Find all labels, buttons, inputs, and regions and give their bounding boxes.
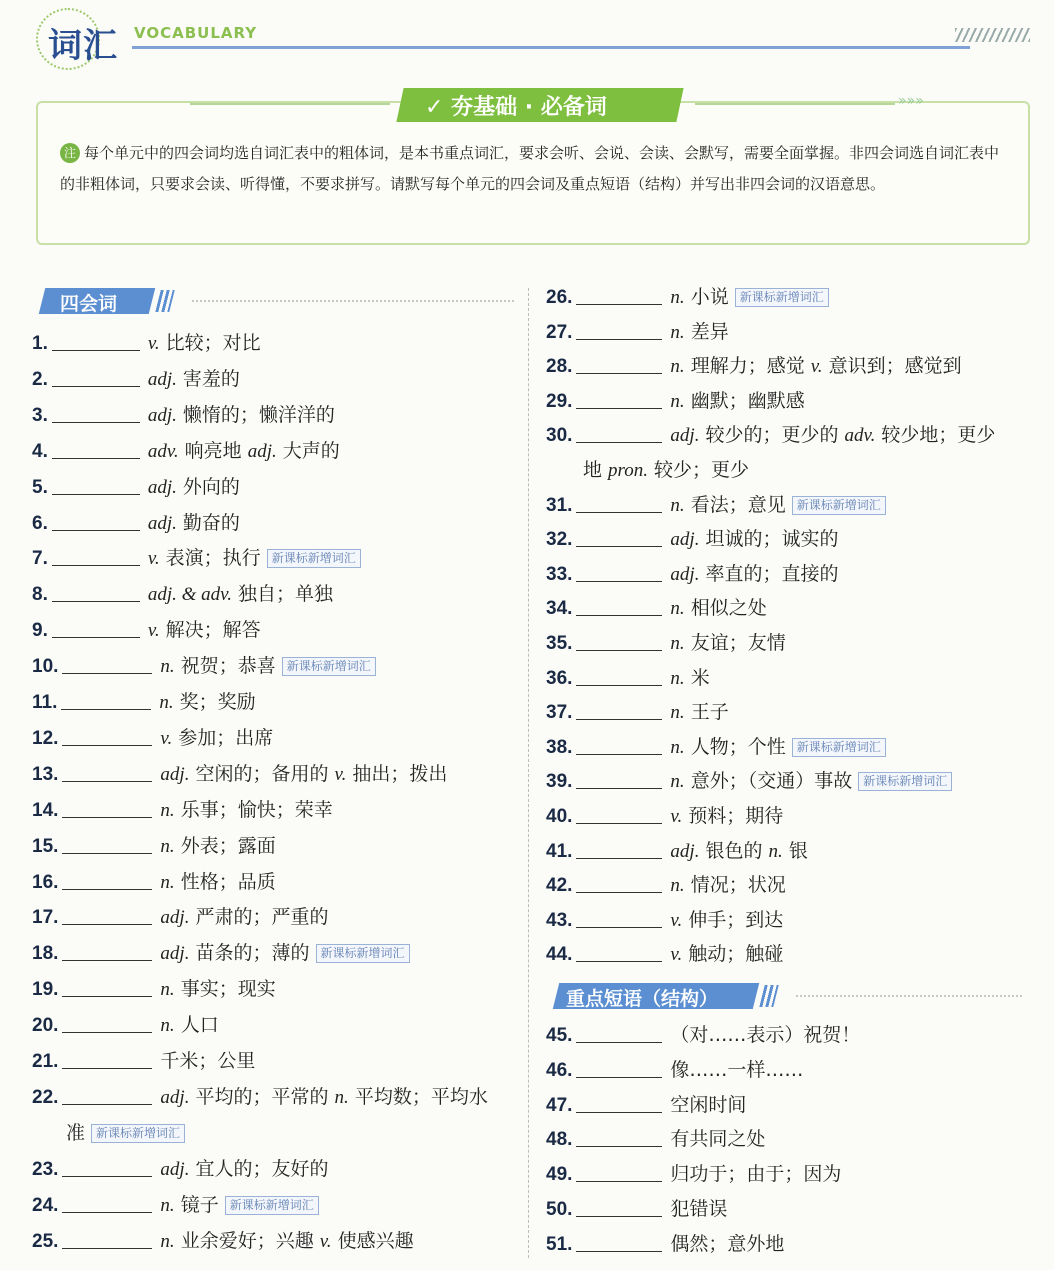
vocab-item — [32, 1227, 414, 1256]
meaning-text: 米 — [684, 666, 710, 689]
answer-blank[interactable] — [62, 1086, 152, 1105]
meaning-text: 预料；期待 — [682, 805, 784, 827]
item-number: 6. — [32, 512, 48, 534]
meaning-text: 抽出；拨出 — [346, 762, 448, 785]
part-of-speech: n. — [160, 1194, 175, 1216]
item-number: 21. — [32, 1051, 59, 1072]
answer-blank[interactable] — [52, 547, 140, 566]
item-number: 16. — [32, 871, 59, 893]
meaning-text: 坦诚的；诚实的 — [699, 528, 839, 551]
new-standard-vocab-tag: 新课标新增词汇 — [792, 496, 886, 515]
meaning-text: 王子 — [684, 701, 729, 724]
meaning-text: 响亮地 — [178, 439, 248, 462]
item-number: 5. — [32, 476, 48, 498]
chevrons-icon: »»» — [898, 93, 924, 109]
item-number: 32. — [546, 529, 573, 551]
part-of-speech: adj. — [670, 529, 700, 551]
vocab-item — [32, 509, 240, 538]
item-number: 45. — [546, 1025, 573, 1046]
answer-blank[interactable] — [576, 390, 662, 409]
answer-blank[interactable] — [62, 1014, 152, 1033]
new-standard-vocab-tag: 新课标新增词汇 — [282, 657, 376, 676]
vocab-item — [546, 906, 783, 935]
answer-blank[interactable] — [576, 286, 662, 305]
part-of-speech: v. — [147, 333, 160, 354]
answer-blank[interactable] — [52, 619, 140, 638]
page-header — [0, 0, 1054, 70]
item-number: 19. — [32, 979, 59, 1001]
answer-blank[interactable] — [62, 1230, 152, 1249]
vocab-item — [546, 352, 962, 381]
meaning-text: 情况；状况 — [684, 874, 786, 897]
vocab-item — [546, 837, 808, 866]
banner-line-left — [190, 103, 390, 105]
phrase-meaning: 犯错误 — [670, 1198, 728, 1220]
part-of-speech: adj. — [670, 563, 700, 585]
meaning-text: 外表；露面 — [174, 834, 276, 857]
part-of-speech: v. — [147, 548, 160, 570]
item-number: 23. — [32, 1158, 59, 1180]
section-dotted-line — [192, 300, 514, 302]
part-of-speech: adv. — [147, 440, 179, 462]
item-number: 24. — [32, 1194, 59, 1216]
item-number: 31. — [546, 494, 573, 516]
part-of-speech: adj. — [147, 404, 177, 426]
part-of-speech: adj. — [160, 1086, 190, 1108]
answer-blank[interactable] — [576, 805, 662, 824]
meaning-text: 懒惰的；懒洋洋的 — [176, 403, 335, 426]
item-number: 4. — [32, 440, 48, 462]
vocab-item — [32, 401, 335, 430]
new-standard-vocab-tag: 新课标新增词汇 — [792, 738, 886, 757]
part-of-speech: adj. — [670, 425, 700, 447]
new-standard-vocab-tag: 新课标新增词汇 — [91, 1124, 185, 1143]
phrase-item — [546, 1230, 784, 1259]
meaning-text: 性格；品质 — [174, 870, 276, 893]
new-standard-vocab-tag: 新课标新增词汇 — [267, 549, 361, 568]
item-number: 8. — [32, 584, 48, 606]
part-of-speech: n. — [768, 840, 783, 862]
item-number: 27. — [546, 321, 573, 343]
item-number: 11. — [32, 692, 58, 713]
vocab-item — [32, 1191, 319, 1220]
item-number: 25. — [32, 1230, 59, 1252]
meaning-text: 相似之处 — [684, 597, 767, 620]
item-number: 3. — [32, 404, 48, 426]
section-bars-decoration — [759, 985, 778, 1007]
answer-blank[interactable] — [576, 1024, 662, 1043]
phrase-item — [546, 1021, 860, 1050]
answer-blank[interactable] — [576, 494, 662, 513]
item-number: 10. — [32, 656, 59, 678]
item-number: 1. — [32, 333, 48, 354]
item-number: 35. — [546, 633, 573, 654]
note-body: 每个单元中的四会词均选自词汇表中的粗体词，是本书重点词汇，要求会听、会说、会读、会默写，需要全面掌握。非四会词选自词汇表中的非粗体词，只要求会读、听得懂，不要求拼写。请默写每个单元的四会词及重点短语（结构）并写出非四会词的汉语意思。 — [60, 144, 1000, 193]
meaning-text: 业余爱好；兴趣 — [174, 1229, 320, 1252]
vocab-item — [32, 1083, 488, 1112]
banner-line-right — [695, 103, 895, 105]
part-of-speech: n. — [160, 979, 175, 1001]
item-number: 50. — [546, 1199, 573, 1220]
meaning-text: 地 — [583, 459, 609, 481]
vocab-item — [546, 283, 829, 312]
section-title-four-skill-words: 四会词 — [60, 293, 118, 315]
part-of-speech: adj. — [147, 476, 177, 498]
part-of-speech: v. — [810, 356, 823, 378]
vocab-item — [546, 491, 886, 520]
answer-blank[interactable] — [52, 404, 140, 423]
answer-blank[interactable] — [576, 874, 662, 893]
header-hatch-decoration — [955, 28, 1030, 42]
answer-blank[interactable] — [576, 1128, 662, 1147]
part-of-speech: v. — [319, 1230, 332, 1252]
meaning-text: 友谊；友情 — [684, 632, 786, 654]
vocab-item — [546, 318, 729, 347]
answer-blank[interactable] — [576, 424, 662, 443]
vocab-item — [32, 616, 261, 645]
meaning-text: 宜人的；友好的 — [189, 1157, 329, 1180]
answer-blank[interactable] — [576, 943, 662, 962]
answer-blank[interactable] — [62, 1194, 152, 1213]
meaning-text: 较少；更少 — [648, 459, 750, 481]
answer-blank[interactable] — [62, 1050, 152, 1069]
vocab-item — [32, 868, 276, 897]
note-text — [60, 138, 1010, 200]
item-number: 9. — [32, 620, 48, 642]
new-standard-vocab-tag: 新课标新增词汇 — [858, 772, 952, 791]
item-number: 51. — [546, 1233, 573, 1255]
vocab-item — [32, 688, 256, 717]
item-number: 39. — [546, 771, 573, 793]
runner-icon: ✓ — [425, 95, 444, 120]
note-icon: 注 — [60, 143, 80, 163]
meaning-text: 勤奋的 — [176, 511, 240, 534]
vocab-item — [32, 1011, 219, 1040]
answer-blank[interactable] — [61, 691, 151, 710]
vocab-item — [32, 796, 333, 825]
section-title-key-phrases: 重点短语（结构） — [566, 988, 719, 1010]
part-of-speech: n. — [670, 702, 685, 724]
item-number: 13. — [32, 763, 59, 785]
answer-blank[interactable] — [62, 942, 152, 961]
item-number: 37. — [546, 702, 573, 724]
phrase-meaning: 归功于；由于；因为 — [670, 1163, 842, 1186]
part-of-speech: n. — [159, 692, 174, 713]
vocab-item — [546, 629, 786, 658]
meaning-text: 害羞的 — [176, 367, 240, 390]
part-of-speech: n. — [670, 633, 685, 654]
item-number: 18. — [32, 943, 59, 965]
meaning-text: 理解力；感觉 — [684, 355, 811, 378]
answer-blank[interactable] — [576, 770, 662, 789]
meaning-text: 参加；出席 — [172, 726, 274, 749]
item-number: 29. — [546, 390, 573, 412]
answer-blank[interactable] — [62, 1158, 152, 1177]
phrase-item — [546, 1125, 765, 1154]
answer-blank[interactable] — [62, 906, 152, 925]
item-number: 44. — [546, 944, 573, 966]
part-of-speech: n. — [670, 321, 685, 343]
part-of-speech: n. — [670, 667, 685, 689]
meaning-text: 独自；单独 — [231, 583, 333, 606]
answer-blank[interactable] — [576, 321, 662, 340]
meaning-text: 表演；执行 — [159, 547, 261, 570]
phrase-item — [546, 1195, 727, 1224]
item-number: 43. — [546, 909, 573, 931]
meaning-text: 事实；现实 — [174, 978, 276, 1001]
part-of-speech: n. — [670, 494, 685, 516]
meaning-text: 准 — [66, 1121, 86, 1144]
answer-blank[interactable] — [52, 332, 140, 351]
phrase-meaning: 空闲时间 — [670, 1093, 747, 1116]
answer-blank[interactable] — [62, 799, 152, 818]
item-number: 2. — [32, 368, 48, 390]
part-of-speech: adj. & adv. — [147, 584, 232, 606]
part-of-speech: adj. — [160, 1158, 190, 1180]
vocab-item — [546, 871, 786, 900]
answer-blank[interactable] — [576, 667, 662, 686]
meaning-text: 大声的 — [276, 439, 340, 462]
item-number: 38. — [546, 736, 573, 758]
meaning-text: 使感兴趣 — [331, 1229, 414, 1252]
meaning-text: 看法；意见 — [684, 493, 786, 516]
phrase-meaning: 像……一样…… — [670, 1058, 804, 1081]
vocab-item — [546, 387, 805, 416]
part-of-speech: adj. — [670, 840, 700, 862]
answer-blank[interactable] — [52, 368, 140, 387]
answer-blank[interactable] — [62, 727, 152, 746]
part-of-speech: n. — [160, 871, 175, 893]
meaning-text: 比较；对比 — [159, 332, 261, 354]
answer-blank[interactable] — [576, 909, 662, 928]
meaning-text: 人口 — [174, 1014, 219, 1037]
meaning-text: 祝贺；恭喜 — [174, 655, 276, 678]
vocab-item — [32, 329, 261, 358]
vocab-item — [546, 421, 995, 450]
answer-blank[interactable] — [576, 355, 662, 374]
item-number: 47. — [546, 1094, 573, 1116]
vocab-item — [546, 767, 952, 796]
answer-blank[interactable] — [62, 763, 152, 782]
meaning-text: 率直的；直接的 — [699, 562, 839, 585]
part-of-speech: v. — [670, 944, 683, 966]
meaning-text: 平均数；平均水 — [348, 1085, 488, 1108]
meaning-text: 小说 — [684, 286, 729, 308]
new-standard-vocab-tag: 新课标新增词汇 — [735, 288, 829, 307]
item-number: 42. — [546, 875, 573, 897]
meaning-text: 意外；（交通）事故 — [684, 770, 853, 793]
part-of-speech: n. — [160, 835, 175, 857]
answer-blank[interactable] — [576, 597, 662, 616]
part-of-speech: v. — [670, 806, 683, 827]
vocab-item — [546, 594, 767, 623]
answer-blank[interactable] — [576, 1198, 662, 1217]
vocab-item-continuation — [583, 456, 749, 485]
vocab-item — [546, 525, 839, 554]
item-number: 7. — [32, 548, 48, 570]
answer-blank[interactable] — [576, 736, 662, 755]
part-of-speech: n. — [160, 799, 175, 821]
vocab-item — [546, 802, 783, 831]
vocab-item — [32, 365, 240, 394]
meaning-text: 外向的 — [176, 475, 240, 498]
part-of-speech: n. — [160, 1015, 175, 1037]
vocab-item — [546, 698, 729, 727]
vocab-item-continuation — [66, 1119, 185, 1147]
meaning-text: 人物；个性 — [684, 735, 786, 758]
answer-blank[interactable] — [52, 476, 140, 495]
item-number: 17. — [32, 907, 59, 929]
item-number: 46. — [546, 1059, 573, 1081]
part-of-speech: pron. — [608, 460, 648, 481]
vocab-item — [546, 733, 886, 762]
phrase-item — [546, 1056, 803, 1085]
part-of-speech: v. — [147, 620, 160, 642]
item-number: 49. — [546, 1164, 573, 1186]
vocab-item — [546, 664, 710, 693]
meaning-text: 伸手；到达 — [682, 908, 784, 931]
item-number: 28. — [546, 356, 573, 378]
item-number: 36. — [546, 667, 573, 689]
header-subtitle: VOCABULARY — [134, 24, 258, 42]
item-number: 22. — [32, 1086, 59, 1108]
answer-blank[interactable] — [576, 840, 662, 859]
answer-blank[interactable] — [576, 701, 662, 720]
vocab-item — [546, 560, 839, 589]
phrase-meaning: （对……表示）祝贺！ — [670, 1024, 861, 1046]
meaning-text: 平均的；平常的 — [189, 1085, 335, 1108]
phrase-meaning: 有共同之处 — [670, 1128, 766, 1151]
vocab-item — [32, 760, 447, 789]
item-number: 40. — [546, 806, 573, 827]
item-number: 15. — [32, 835, 59, 857]
part-of-speech: n. — [670, 875, 685, 897]
meaning-text: 苗条的；薄的 — [189, 942, 310, 965]
vocab-item — [32, 975, 276, 1004]
vocab-item — [32, 580, 333, 609]
part-of-speech: adj. — [247, 440, 277, 462]
part-of-speech: n. — [160, 656, 175, 678]
item-number: 20. — [32, 1015, 59, 1037]
part-of-speech: n. — [670, 287, 685, 308]
banner-title-text: 夯基础 · 必备词 — [451, 95, 607, 120]
vocab-item — [546, 940, 783, 969]
item-number: 41. — [546, 840, 573, 862]
new-standard-vocab-tag: 新课标新增词汇 — [316, 944, 410, 963]
part-of-speech: n. — [670, 771, 685, 793]
answer-blank[interactable] — [62, 655, 152, 674]
item-number: 26. — [546, 287, 573, 308]
answer-blank[interactable] — [62, 835, 152, 854]
section-bars-decoration — [155, 290, 174, 312]
part-of-speech: adj. — [160, 763, 190, 785]
phrase-item — [546, 1160, 841, 1189]
item-number: 48. — [546, 1129, 573, 1151]
meaning-text: 差异 — [684, 320, 729, 343]
meaning-text: 触动；触碰 — [682, 943, 784, 966]
vocab-item — [32, 652, 376, 681]
part-of-speech: v. — [670, 909, 683, 931]
vocab-item — [32, 473, 240, 502]
vocab-item — [32, 939, 410, 968]
answer-blank[interactable] — [576, 632, 662, 651]
part-of-speech: adv. — [844, 425, 876, 447]
item-number: 14. — [32, 799, 59, 821]
meaning-text: 银色的 — [699, 839, 769, 862]
header-rule — [132, 46, 970, 49]
meaning-text: 幽默；幽默感 — [684, 389, 805, 412]
part-of-speech: adj. — [147, 512, 177, 534]
part-of-speech: n. — [160, 1230, 175, 1252]
part-of-speech: v. — [334, 763, 347, 785]
part-of-speech: adj. — [160, 943, 190, 965]
meaning-text: 较少的；更少的 — [699, 424, 845, 447]
phrase-item — [546, 1091, 746, 1120]
part-of-speech: adj. — [147, 368, 177, 390]
banner-title — [425, 90, 607, 121]
vocab-item — [32, 903, 329, 932]
vocab-item — [32, 437, 340, 466]
section-dotted-line — [796, 995, 1022, 997]
vocab-item — [32, 724, 273, 753]
column-divider — [528, 288, 529, 1258]
item-number: 34. — [546, 598, 573, 620]
answer-blank[interactable] — [62, 871, 152, 890]
answer-blank[interactable] — [576, 1094, 662, 1113]
meaning-text: 较少地；更少 — [875, 424, 996, 447]
part-of-speech: n. — [334, 1086, 349, 1108]
part-of-speech: n. — [670, 356, 685, 378]
header-title: 词汇 — [48, 26, 118, 66]
meaning-text: 银 — [782, 839, 808, 862]
answer-blank[interactable] — [576, 528, 662, 547]
meaning-text: 千米；公里 — [160, 1050, 256, 1072]
meaning-text: 乐事；愉快；荣幸 — [174, 798, 333, 821]
part-of-speech: n. — [670, 390, 685, 412]
answer-blank[interactable] — [52, 583, 140, 602]
answer-blank[interactable] — [52, 512, 140, 531]
item-number: 12. — [32, 727, 59, 749]
meaning-text: 奖；奖励 — [173, 691, 256, 713]
part-of-speech: v. — [160, 727, 173, 749]
phrase-meaning: 偶然；意外地 — [670, 1232, 785, 1255]
meaning-text: 空闲的；备用的 — [189, 762, 335, 785]
item-number: 33. — [546, 563, 573, 585]
part-of-speech: adj. — [160, 907, 190, 929]
part-of-speech: n. — [670, 598, 685, 620]
answer-blank[interactable] — [576, 1233, 662, 1252]
answer-blank[interactable] — [62, 978, 152, 997]
meaning-text: 镜子 — [174, 1193, 219, 1216]
answer-blank[interactable] — [576, 1059, 662, 1078]
answer-blank[interactable] — [576, 563, 662, 582]
vocab-item — [32, 1155, 329, 1184]
vocab-item — [32, 1047, 255, 1076]
vocab-item — [32, 544, 361, 573]
answer-blank[interactable] — [576, 1163, 662, 1182]
answer-blank[interactable] — [52, 440, 140, 459]
vocab-item — [32, 832, 276, 861]
part-of-speech: n. — [670, 736, 685, 758]
new-standard-vocab-tag: 新课标新增词汇 — [225, 1196, 319, 1215]
meaning-text: 解决；解答 — [159, 619, 261, 642]
meaning-text: 严肃的；严重的 — [189, 906, 329, 929]
item-number: 30. — [546, 425, 573, 447]
meaning-text: 意识到；感觉到 — [822, 355, 962, 378]
